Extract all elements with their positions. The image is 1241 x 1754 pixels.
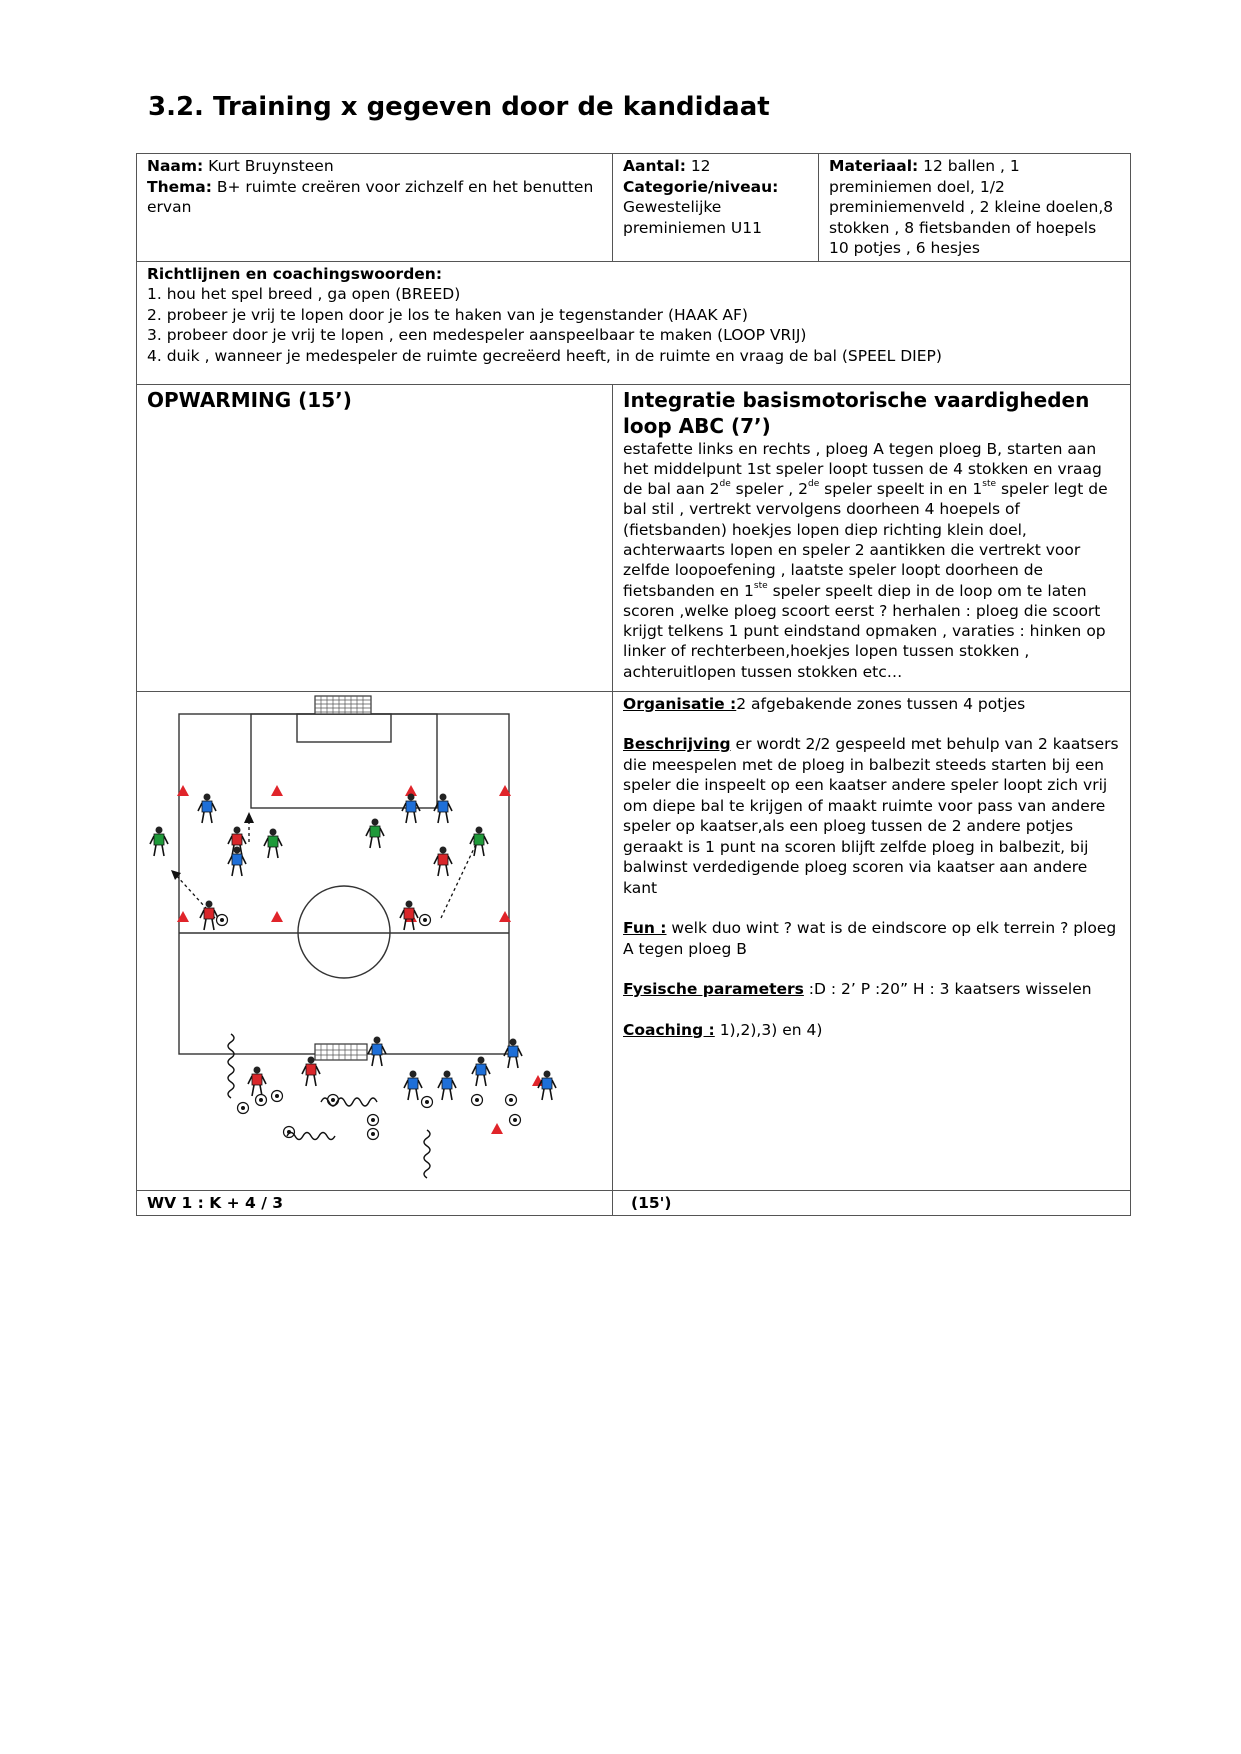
pitch-outline (179, 714, 509, 1054)
warmup-title-cell (137, 384, 613, 691)
player-icon (472, 1056, 490, 1086)
ball-icon (510, 1114, 521, 1125)
organisatie-value: 2 afgebakende zones tussen 4 potjes (736, 694, 1026, 713)
aantal-label: Aantal: (623, 157, 686, 175)
organisatie-label: Organisatie : (623, 694, 737, 713)
guideline-item: 4. duik , wanneer je medespeler de ruimte gecreëerd heeft, in de ruimte en vraag de bal (SPEEL DIEP) (147, 346, 942, 365)
pass-arrows (175, 820, 477, 918)
arrow-heads (171, 812, 482, 880)
warmup-text-part: speler speelt in en 1 (819, 480, 983, 499)
footer-row (137, 1190, 1131, 1216)
training-plan-table (136, 153, 1131, 1216)
ball-icon (472, 1094, 483, 1105)
ordinal-suffix: de (808, 479, 820, 490)
materiaal-value-2: 10 potjes , 6 hesjes (829, 239, 980, 257)
guidelines-cell (137, 261, 1131, 384)
guideline-item: 3. probeer door je vrij te lopen , een medespeler aanspeelbaar te maken (LOOP VRIJ) (147, 326, 807, 344)
ball-icon (238, 1102, 249, 1113)
ball-icon (420, 914, 431, 925)
cone-icon (491, 1123, 503, 1134)
bottom-goal (315, 1044, 367, 1060)
ball-icon (506, 1094, 517, 1105)
footer-right-cell (613, 1190, 1131, 1216)
coaching-value: 1),2),3) en 4) (714, 1020, 823, 1039)
pitch-diagram-cell (137, 691, 613, 1190)
warmup-title: OPWARMING (15’) (147, 387, 352, 412)
warmup-description (623, 439, 1120, 683)
player-icon (248, 1066, 266, 1096)
ball-icon (422, 1096, 433, 1107)
fysische-value: :D : 2’ P :20” H : 3 kaatsers wisselen (803, 980, 1092, 998)
thema-label: Thema: (147, 177, 212, 196)
beschrijving-value: er wordt 2/2 gespeeld met behulp van 2 kaatsers die meespelen met de ploeg in balbezit steeds starten bij een speler die inspeelt op een kaatser andere speler loopt zich vrij om diepe bal te krijgen of maakt ruimte voor pass van andere speler op kaatser,als een ploeg tussen de 2 andere potjes geraakt is 1 punt na scoren blijft zelfde ploeg in balbezit, bij balwinst verdedigende ploeg scoren via kaatser aan andere kant (623, 735, 1119, 897)
pitch-diagram (137, 692, 613, 1190)
arrow-head-icon (244, 812, 254, 823)
warmup-heading: Integratie basismotorische vaardigheden loop ABC (7’) (623, 387, 1090, 438)
player-icon (302, 1056, 320, 1086)
player-icon (504, 1038, 522, 1068)
fun-value: welk duo wint ? wat is de eindscore op elk terrein ? ploeg A tegen ploeg B (623, 919, 1117, 958)
ball-icon (368, 1114, 379, 1125)
warmup-text-part: speler speelt diep in de loop om te laten scoren ,welke ploeg scoort eerst ? herhalen : ploeg die scoort krijgt telkens 1 punt eindstand opmaken , varaties : hinken op linker of rechterbeen,hoekjes lopen tussen stokken , achteruitlopen tussen stokken etc… (623, 581, 1106, 681)
player-icon (198, 793, 216, 823)
player-icon (228, 846, 246, 876)
categorie-value: Gewestelijke preminiemen U11 (623, 198, 762, 237)
player-icon (368, 1036, 386, 1066)
goal-area (297, 714, 391, 742)
player-icon (200, 900, 218, 930)
warmup-text-cell (613, 384, 1131, 691)
coaching-label: Coaching : (623, 1020, 715, 1039)
ordinal-suffix: ste (982, 479, 997, 490)
materiaal-cell (819, 154, 1131, 262)
exercise-row (137, 691, 1131, 1190)
naam-cell (137, 154, 613, 262)
guidelines-row (137, 261, 1131, 384)
center-circle (298, 886, 390, 978)
warmup-text-part: speler , 2 (730, 480, 808, 499)
aantal-value: 12 (685, 157, 711, 175)
beschrijving-label: Beschrijving (623, 735, 731, 753)
player-icon (264, 828, 282, 858)
exercise-duration: (15') (631, 1193, 672, 1212)
ordinal-suffix: de (719, 479, 731, 490)
header-row (137, 154, 1131, 262)
ball-icon (256, 1094, 267, 1105)
page-title: 3.2. Training x gegeven door de kandidaat (148, 92, 770, 122)
footer-left-cell (137, 1190, 613, 1216)
player-icon (434, 846, 452, 876)
ball-icon (217, 914, 228, 925)
zigzag-run-1 (228, 1034, 234, 1098)
cone-icon (271, 911, 283, 922)
guidelines-label: Richtlijnen en coachingswoorden: (147, 264, 443, 283)
player-icon (404, 1070, 422, 1100)
exercise-text-cell (613, 691, 1131, 1190)
materiaal-value: 12 ballen , 1 preminiemen doel, 1/2 preminiemenveld , 2 kleine doelen,8 stokken , 8 fietsbanden of hoepels (829, 157, 1114, 237)
naam-label: Naam: (147, 157, 204, 175)
fun-label: Fun : (623, 919, 667, 937)
player-icon (400, 900, 418, 930)
warmup-text-part: estafette links en rechts , ploeg A tegen ploeg B, starten aan het middelpunt 1st speler loopt tussen de 4 stokken en vraag de bal aan 2 (623, 439, 1102, 499)
materiaal-label: Materiaal: (829, 157, 919, 175)
ordinal-suffix: ste (753, 580, 768, 591)
cone-icon (271, 785, 283, 796)
naam-value: Kurt Bruynsteen (203, 157, 334, 175)
categorie-label: Categorie/niveau: (623, 177, 779, 196)
zigzag-run-4 (424, 1130, 430, 1178)
balls (217, 914, 521, 1139)
warmup-row (137, 384, 1131, 691)
ball-icon (272, 1090, 283, 1101)
warmup-text-part: speler legt de bal stil , vertrekt vervolgens doorheen 4 hoepels of (fietsbanden) hoekjes lopen diep richting klein doel, achterwaarts lopen en speler 2 aantikken die vertrekt voor zelfde loopoefening , laatste speler loopt doorheen de fietsbanden en 1 (623, 480, 1108, 600)
ball-icon (328, 1094, 339, 1105)
guideline-item: 2. probeer je vrij te lopen door je los te haken van je tegenstander (HAAK AF) (147, 305, 748, 324)
exercise-format: WV 1 : K + 4 / 3 (147, 1193, 284, 1212)
top-goal (315, 696, 371, 714)
player-icon (150, 826, 168, 856)
ball-icon (368, 1128, 379, 1139)
thema-value: B+ ruimte creëren voor zichzelf en het benutten ervan (147, 177, 594, 216)
aantal-cell (613, 154, 819, 262)
ball-icon (284, 1126, 295, 1137)
pitch-lines (179, 714, 509, 1054)
fysische-label: Fysische parameters (623, 980, 804, 998)
player-icon (366, 818, 384, 848)
player-icon (438, 1070, 456, 1100)
guideline-item: 1. hou het spel breed , ga open (BREED) (147, 285, 461, 303)
